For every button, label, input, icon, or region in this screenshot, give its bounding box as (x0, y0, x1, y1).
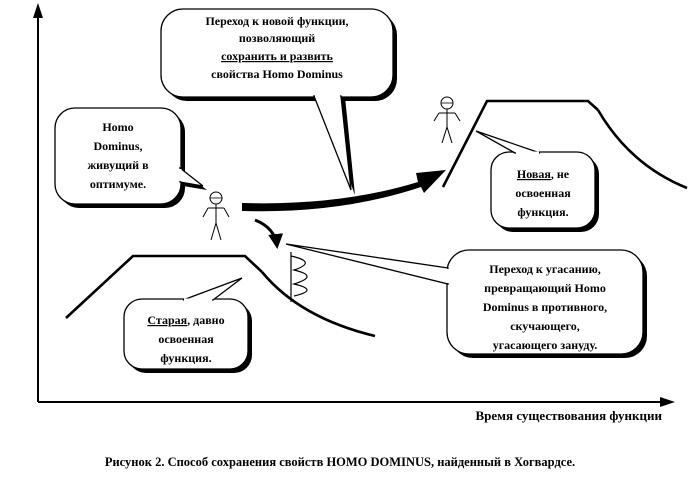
callout-decline-transition-line2: превращающий Homo (484, 281, 606, 295)
callout-new-function-line2: освоенная (515, 186, 571, 200)
callout-old-function (124, 278, 252, 373)
callout-new-transition-line4: свойства Homo Dominus (211, 67, 343, 81)
callout-homo-dominus-line2: Dominus, (93, 139, 143, 153)
spring-icon (291, 252, 307, 302)
callout-old-function-line1-underlined: Старая (147, 313, 188, 327)
stick-figure-old (203, 192, 229, 240)
callout-homo-dominus-line3: живущий в (87, 158, 149, 172)
callout-new-function (476, 131, 599, 232)
callout-decline-transition-line5: угасающего зануду. (492, 338, 598, 352)
callout-old-function-line1-rest: , давно (187, 313, 225, 327)
callout-new-transition-line3: сохранить и развить (221, 49, 333, 63)
callout-homo-dominus-line4: оптимуме. (89, 177, 147, 191)
callout-decline-transition-line3: Dominus в противного, (482, 300, 608, 314)
callout-old-function-line3: функция. (160, 351, 212, 365)
callout-homo-dominus-line1: Homo (102, 120, 134, 134)
transition-arrow-decline (255, 220, 277, 246)
x-axis-label: Время существования функции (475, 408, 662, 423)
callout-decline-transition-line1: Переход к угасанию, (489, 262, 601, 276)
y-axis-arrow-icon (33, 3, 43, 18)
callout-new-transition (161, 9, 397, 195)
figure-caption: Рисунок 2. Способ сохранения свойств HOMO DOMINUS, найденный в Хогвардсе. (104, 455, 576, 469)
callout-new-function-line1 (517, 167, 570, 181)
callout-decline-transition-line4: скучающего, (510, 319, 580, 333)
callout-new-function-line3: функция. (517, 205, 569, 219)
callout-decline-transition (286, 244, 647, 358)
callout-new-function-line1-underlined: Новая (516, 167, 551, 181)
callout-homo-dominus (55, 108, 207, 208)
callout-old-function-line1 (147, 313, 224, 327)
transition-arrow-new (242, 170, 446, 211)
callout-new-transition-line1: Переход к новой функции, (205, 14, 349, 28)
callout-old-function-line2: освоенная (158, 332, 214, 346)
callout-new-transition-line2: позволяющий (238, 31, 316, 45)
callout-new-function-line1-rest: , не (550, 167, 570, 181)
x-axis-arrow-icon (660, 397, 675, 407)
stick-figure-new (434, 97, 460, 143)
